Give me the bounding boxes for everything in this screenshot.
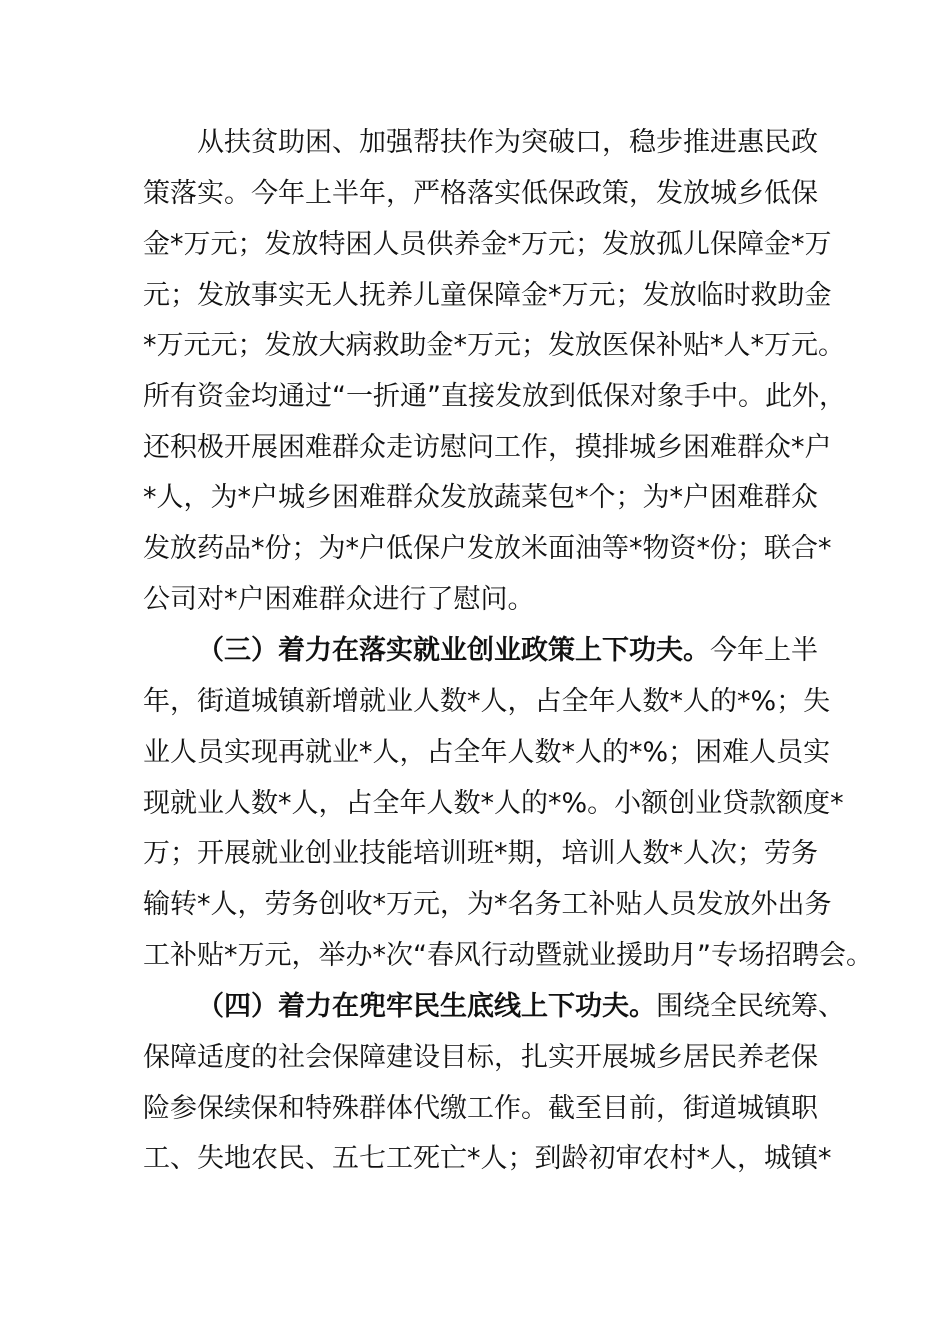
paragraph-3-line-3: 险参保续保和特殊群体代缴工作。截至目前，街道城镇职 — [143, 1093, 818, 1124]
paragraph-1-line-1: 从扶贫助困、加强帮扶作为突破口，稳步推进惠民政 — [197, 127, 818, 158]
paragraph-1-line-3: 金*万元；发放特困人员供养金*万元；发放孤儿保障金*万 — [143, 229, 832, 260]
paragraph-1-line-10: 公司对*户困难群众进行了慰问。 — [143, 584, 535, 615]
paragraph-3-first-line-text: 围绕全民统筹、 — [656, 991, 845, 1022]
section-heading-4: （四）着力在兜牢民生底线上下功夫。 — [197, 991, 656, 1022]
paragraph-2-line-6: 输转*人，劳务创收*万元，为*名务工补贴人员发放外出务 — [143, 889, 832, 920]
paragraph-2-first-line-text: 今年上半 — [710, 635, 818, 666]
paragraph-2-line-4: 现就业人数*人，占全年人数*人的*%。小额创业贷款额度* — [143, 788, 844, 819]
paragraph-1-line-2: 策落实。今年上半年，严格落实低保政策，发放城乡低保 — [143, 178, 818, 209]
paragraph-2-line-2: 年，街道城镇新增就业人数*人，占全年人数*人的*%；失 — [143, 686, 831, 717]
paragraph-2-line-1 — [197, 633, 833, 669]
paragraph-2-line-7: 工补贴*万元，举办*次“春风行动暨就业援助月”专场招聘会。 — [143, 940, 873, 971]
section-heading-3: （三）着力在落实就业创业政策上下功夫。 — [197, 635, 710, 666]
paragraph-1-line-8: *人，为*户城乡困难群众发放蔬菜包*个；为*户困难群众 — [143, 482, 818, 513]
paragraph-1-line-7: 还积极开展困难群众走访慰问工作，摸排城乡困难群众*户 — [143, 432, 832, 463]
paragraph-3-line-4: 工、失地农民、五七工死亡*人；到龄初审农村*人，城镇* — [143, 1143, 832, 1174]
paragraph-1-line-4: 元；发放事实无人抚养儿童保障金*万元；发放临时救助金 — [143, 280, 832, 311]
paragraph-3-line-2: 保障适度的社会保障建设目标，扎实开展城乡居民养老保 — [143, 1042, 818, 1073]
paragraph-3-line-1 — [197, 989, 845, 1025]
paragraph-2-line-5: 万；开展就业创业技能培训班*期，培训人数*人次；劳务 — [143, 838, 818, 869]
paragraph-1-line-6: 所有资金均通过“一折通”直接发放到低保对象手中。此外， — [143, 381, 846, 412]
paragraph-1-line-9: 发放药品*份；为*户低保户发放米面油等*物资*份；联合* — [143, 533, 832, 564]
paragraph-1-line-5: *万元元；发放大病救助金*万元；发放医保补贴*人*万元。 — [143, 330, 845, 361]
paragraph-2-line-3: 业人员实现再就业*人，占全年人数*人的*%；困难人员实 — [143, 737, 831, 768]
